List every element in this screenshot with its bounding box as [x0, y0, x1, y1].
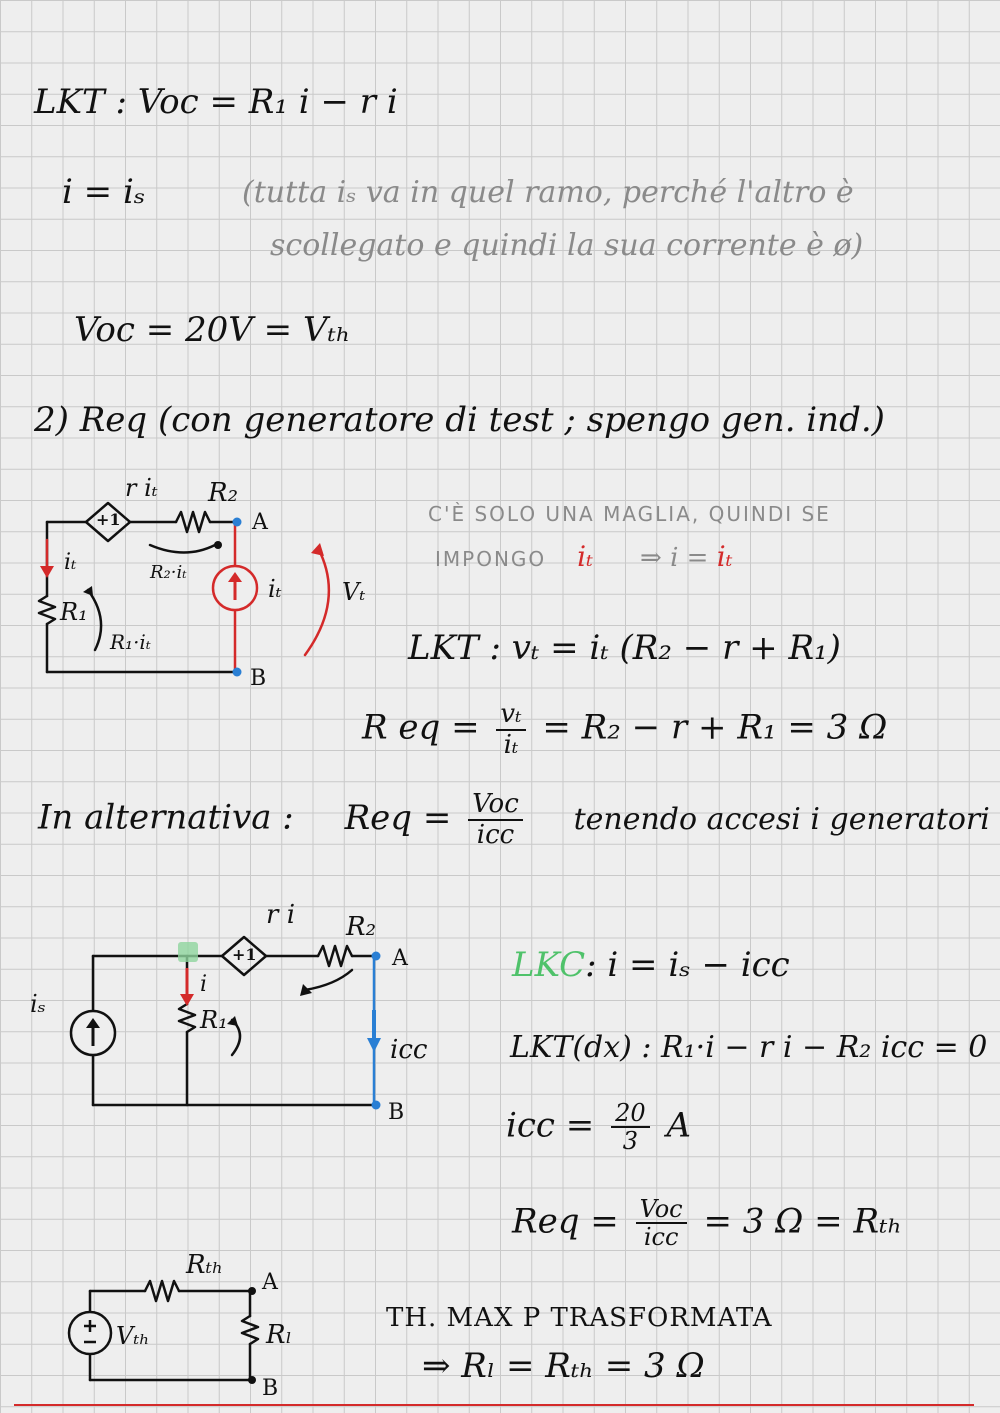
alt-numerator: Voc	[468, 790, 523, 821]
c2-icc-label: icc	[390, 1035, 428, 1065]
page-bottom-margin-line	[14, 1404, 974, 1406]
i-equals-is: i = iₛ	[62, 172, 146, 212]
req-denominator: iₜ	[503, 729, 519, 760]
c3-rl-resistor	[242, 1316, 258, 1344]
c1-vt-label: Vₜ	[342, 578, 366, 606]
note-line-2: scollegato e quindi la sua corrente è ø)	[270, 228, 864, 263]
c2-i-label: i	[200, 972, 208, 997]
lkt-equation-2: LKT : vₜ = iₜ (R₂ − r + R₁)	[408, 628, 841, 668]
c1-r2-drop-label: R₂·iₜ	[150, 562, 187, 583]
c2-dep-value-label: r i	[266, 900, 296, 930]
c1-dep-value-label	[125, 474, 158, 502]
c3-node-b-label: B	[262, 1376, 279, 1401]
c2-dep-source-label: +1	[232, 945, 257, 964]
icc-denominator: 3	[622, 1127, 638, 1156]
c2-icc-arrowhead	[367, 1038, 381, 1052]
c1-it-source-label: iₜ	[268, 575, 282, 603]
c1-r1-drop-arrowhead	[83, 586, 93, 596]
c2-lkc-node-highlight	[178, 942, 198, 962]
req-section-title: 2) Req (con generatore di test ; spengo gen. ind.)	[34, 400, 885, 440]
c1-r2-drop-arrow	[150, 545, 215, 553]
lkc-rest: : i = iₛ − icc	[585, 945, 790, 985]
req-rhs: = R₂ − r + R₁ = 3 Ω	[542, 707, 888, 748]
c2-node-a-label: A	[392, 946, 408, 971]
c2-r1-resistor	[179, 1004, 195, 1032]
req2-lhs: Req =	[512, 1201, 619, 1242]
c3-vth-label: Vₜₕ	[116, 1322, 150, 1350]
only-loop-implies: ⇒ i =	[640, 543, 717, 573]
c1-node-a-label: A	[252, 510, 268, 535]
c2-node-b	[372, 1101, 381, 1110]
only-loop-impongo: IMPONGO	[435, 547, 547, 571]
c1-vt-arrowhead	[311, 543, 324, 556]
c1-r1-drop-label: R₁·iₜ	[110, 630, 151, 654]
req2-rhs: = 3 Ω = Rₜₕ	[703, 1201, 903, 1242]
only-loop-it-2: iₜ	[716, 540, 733, 573]
c3-node-a	[248, 1287, 256, 1295]
c3-rth-label: Rₜₕ	[186, 1250, 224, 1280]
alt-lhs: In alternativa :	[38, 797, 294, 838]
c2-r2-label: R₂	[346, 912, 376, 942]
c2-i-arrowhead	[180, 994, 194, 1006]
alt-denominator: icc	[476, 819, 515, 850]
c1-r1-resistor	[39, 596, 55, 624]
voc-equation: Voc = 20V = Vₜₕ	[74, 310, 351, 350]
c2-r2-resistor	[318, 946, 352, 966]
c1-r1-drop-arrow	[88, 590, 101, 650]
icc-lhs: icc =	[506, 1105, 595, 1146]
c3-rl-label: Rₗ	[266, 1320, 292, 1350]
c1-node-b	[233, 668, 242, 677]
c3-voltage-source	[69, 1312, 111, 1354]
c3-rth-resistor	[145, 1281, 179, 1301]
c1-r2-resistor	[176, 512, 210, 532]
c1-r2-label: R₂	[208, 478, 238, 508]
alt-rhs: tenendo accesi i generatori	[573, 801, 990, 837]
req-numerator: vₜ	[496, 700, 525, 731]
lkt-equation-1: LKT : Voc = R₁ i − r i	[34, 82, 398, 122]
c2-node-b-label: B	[388, 1100, 405, 1125]
c1-dep-source-label: +1	[96, 510, 121, 529]
c3-node-b	[248, 1376, 256, 1384]
c2-r1-label: R₁	[200, 1006, 228, 1034]
lkc-label: LKC	[512, 945, 586, 985]
c1-node-a	[233, 518, 242, 527]
c2-r2-drop-arrow	[305, 970, 352, 990]
lkt-equation-3: LKT(dx) : R₁·i − r i − R₂ icc = 0	[510, 1030, 988, 1065]
req2-denominator: icc	[643, 1223, 679, 1252]
c1-vt-arrow	[305, 548, 329, 655]
req2-numerator: Voc	[636, 1196, 687, 1224]
c1-left-arrowhead	[40, 566, 54, 578]
icc-unit: A	[666, 1105, 691, 1146]
c2-r1-drop-arrowhead	[227, 1016, 238, 1026]
c1-r2-drop-arrowhead	[214, 541, 222, 549]
c1-r1-label: R₁	[60, 598, 88, 626]
icc-numerator: 20	[611, 1100, 650, 1128]
c2-node-a	[372, 952, 381, 961]
c3-node-a-label: A	[262, 1270, 278, 1295]
only-loop-line-1: C'È SOLO UNA MAGLIA, QUINDI SE	[428, 502, 831, 526]
max-power-text: TH. MAX P TRASFORMATA	[386, 1303, 773, 1333]
rl-equation: ⇒ Rₗ = Rₜₕ = 3 Ω	[422, 1346, 705, 1386]
req-lhs: R eq =	[362, 707, 480, 748]
alt-req: Req =	[344, 797, 452, 838]
c1-node-b-label: B	[250, 666, 267, 691]
c1-dep-value-text: r iₜ	[125, 474, 158, 502]
note-line-1: (tutta iₛ va in quel ramo, perché l'altro è	[242, 175, 854, 210]
c2-is-label: iₛ	[30, 990, 46, 1018]
c1-it-left-label: iₜ	[64, 550, 77, 575]
only-loop-it: iₜ	[577, 540, 594, 573]
